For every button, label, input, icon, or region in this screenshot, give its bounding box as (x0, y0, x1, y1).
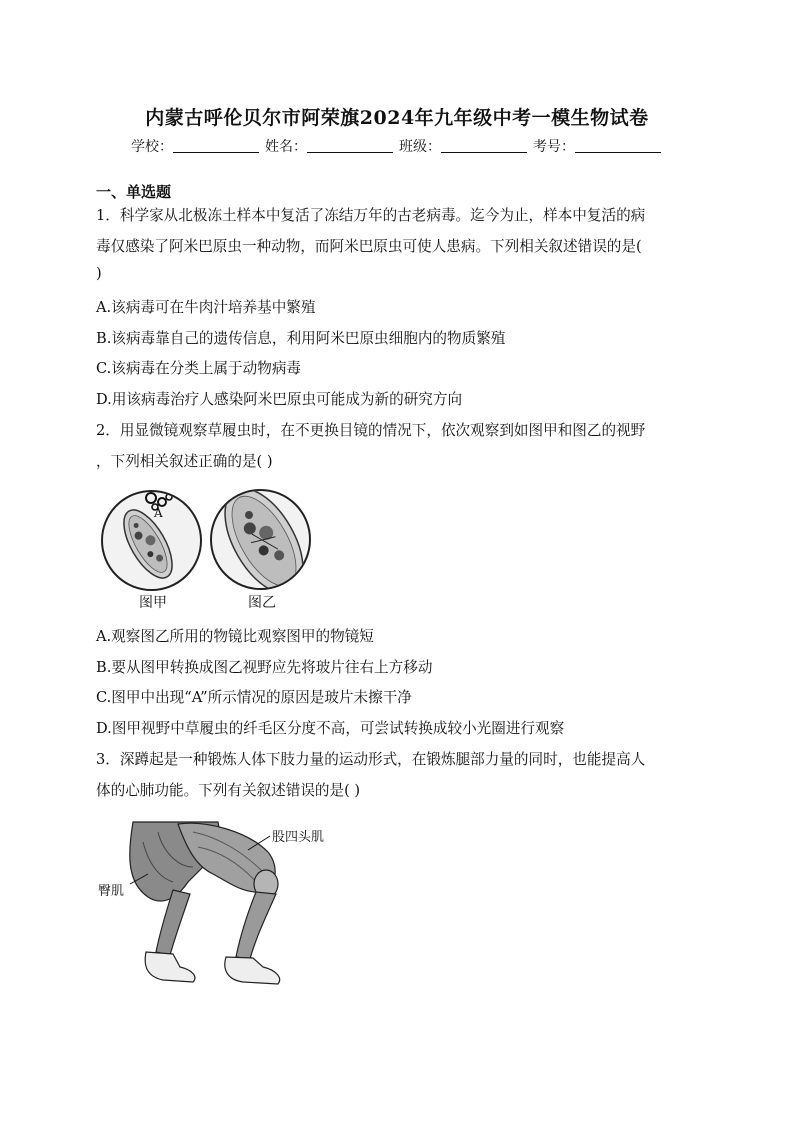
label-quadriceps: 股四头肌 (272, 830, 325, 845)
section-heading: 一、单选题 (96, 183, 172, 201)
q2-line-1: 2．用显微镜观察草履虫时，在不更换目镜的情况下，依次观察到如图甲和图乙的视野 (96, 422, 646, 439)
number-label: 考号： (533, 139, 575, 155)
label-a-marker: A (154, 506, 163, 520)
q1-line-1: 1．科学家从北极冻土样本中复活了冻结万年的古老病毒。迄今为止，样本中复活的病 (96, 207, 646, 224)
class-label: 班级： (399, 139, 441, 155)
q1-option-c[interactable]: C.该病毒在分类上属于动物病毒 (96, 360, 302, 377)
school-label: 学校： (131, 139, 173, 155)
microscope-view-right (210, 489, 311, 590)
school-blank[interactable] (173, 138, 259, 153)
paramecium-large-image (212, 491, 309, 588)
q2-line-2: ，下列相关叙述正确的是( ) (96, 453, 273, 470)
student-info-line (0, 136, 794, 156)
q3-line-2: 体的心肺功能。下列有关叙述错误的是( ) (96, 782, 361, 799)
q2-option-d[interactable]: D.图甲视野中草履虫的纤毛区分度不高，可尝试转换成较小光圈进行观察 (96, 720, 565, 737)
q1-line-3: ) (96, 265, 102, 282)
paramecium-small-image (103, 492, 200, 589)
label-gluteus: 臀肌 (98, 884, 125, 899)
q2-option-a[interactable]: A.观察图乙所用的物镜比观察图甲的物镜短 (96, 628, 374, 645)
q2-option-b[interactable]: B.要从图甲转换成图乙视野应先将玻片往右上方移动 (96, 659, 433, 676)
number-blank[interactable] (575, 138, 661, 153)
q1-option-d[interactable]: D.用该病毒治疗人感染阿米巴原虫可能成为新的研究方向 (96, 391, 463, 408)
name-label: 姓名： (265, 139, 307, 155)
microscope-view-left (101, 490, 202, 591)
squat-muscle-image (118, 812, 298, 992)
caption-figure-jia: 图甲 (139, 595, 167, 611)
q1-option-a[interactable]: A.该病毒可在牛肉汁培养基中繁殖 (96, 299, 316, 316)
q1-line-2: 毒仅感染了阿米巴原虫一种动物，而阿米巴原虫可使人患病。下列相关叙述错误的是( (96, 238, 642, 255)
exam-title: 内蒙古呼伦贝尔市阿荣旗2024年九年级中考一模生物试卷 (145, 107, 649, 129)
name-blank[interactable] (307, 138, 393, 153)
q1-option-b[interactable]: B.该病毒靠自己的遗传信息，利用阿米巴原虫细胞内的物质繁殖 (96, 330, 506, 347)
q2-option-c[interactable]: C.图甲中出现“A”所示情况的原因是玻片未擦干净 (96, 689, 412, 706)
caption-figure-yi: 图乙 (248, 595, 276, 611)
q3-line-1: 3．深蹲起是一种锻炼人体下肢力量的运动形式，在锻炼腿部力量的同时，也能提高人 (96, 751, 646, 768)
class-blank[interactable] (441, 138, 527, 153)
